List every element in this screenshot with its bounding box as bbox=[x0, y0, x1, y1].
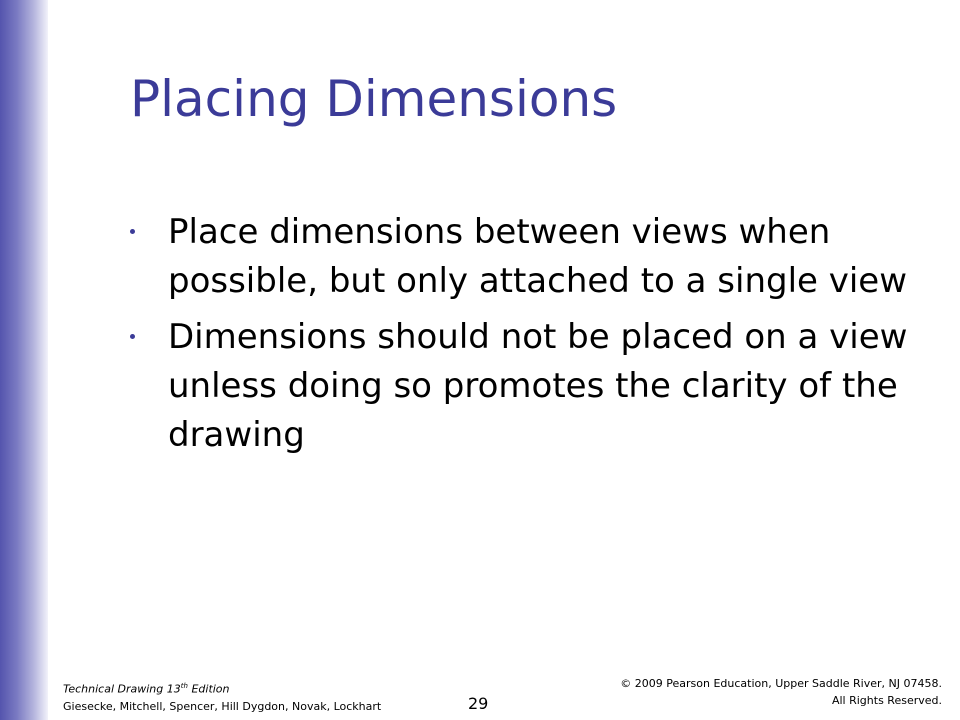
bullet-list bbox=[130, 208, 910, 467]
bullet-item bbox=[130, 313, 910, 460]
book-edition-sup: th bbox=[180, 682, 188, 690]
bullet-item bbox=[130, 208, 910, 306]
page-number: 29 bbox=[468, 694, 489, 713]
slide-title: Placing Dimensions bbox=[130, 70, 618, 128]
book-title bbox=[63, 678, 381, 698]
book-title-prefix: Technical Drawing 13 bbox=[63, 682, 181, 696]
footer-copyright bbox=[620, 675, 942, 709]
bullet-dot-icon bbox=[130, 229, 135, 234]
bullet-dot-icon bbox=[130, 334, 135, 339]
footer-book-info bbox=[63, 678, 381, 715]
left-gradient-band bbox=[0, 0, 48, 720]
copyright-line-2: All Rights Reserved. bbox=[831, 694, 942, 707]
book-authors: Giesecke, Mitchell, Spencer, Hill Dygdon, Novak, Lockhart bbox=[63, 699, 382, 713]
bullet-text: Dimensions should not be placed on a view unless doing so promotes the clarity of the drawing bbox=[168, 317, 908, 455]
bullet-text: Place dimensions between views when possible, but only attached to a single view bbox=[168, 212, 908, 301]
copyright-line-1: © 2009 Pearson Education, Upper Saddle River, NJ 07458. bbox=[620, 677, 942, 690]
book-title-suffix: Edition bbox=[187, 682, 230, 696]
